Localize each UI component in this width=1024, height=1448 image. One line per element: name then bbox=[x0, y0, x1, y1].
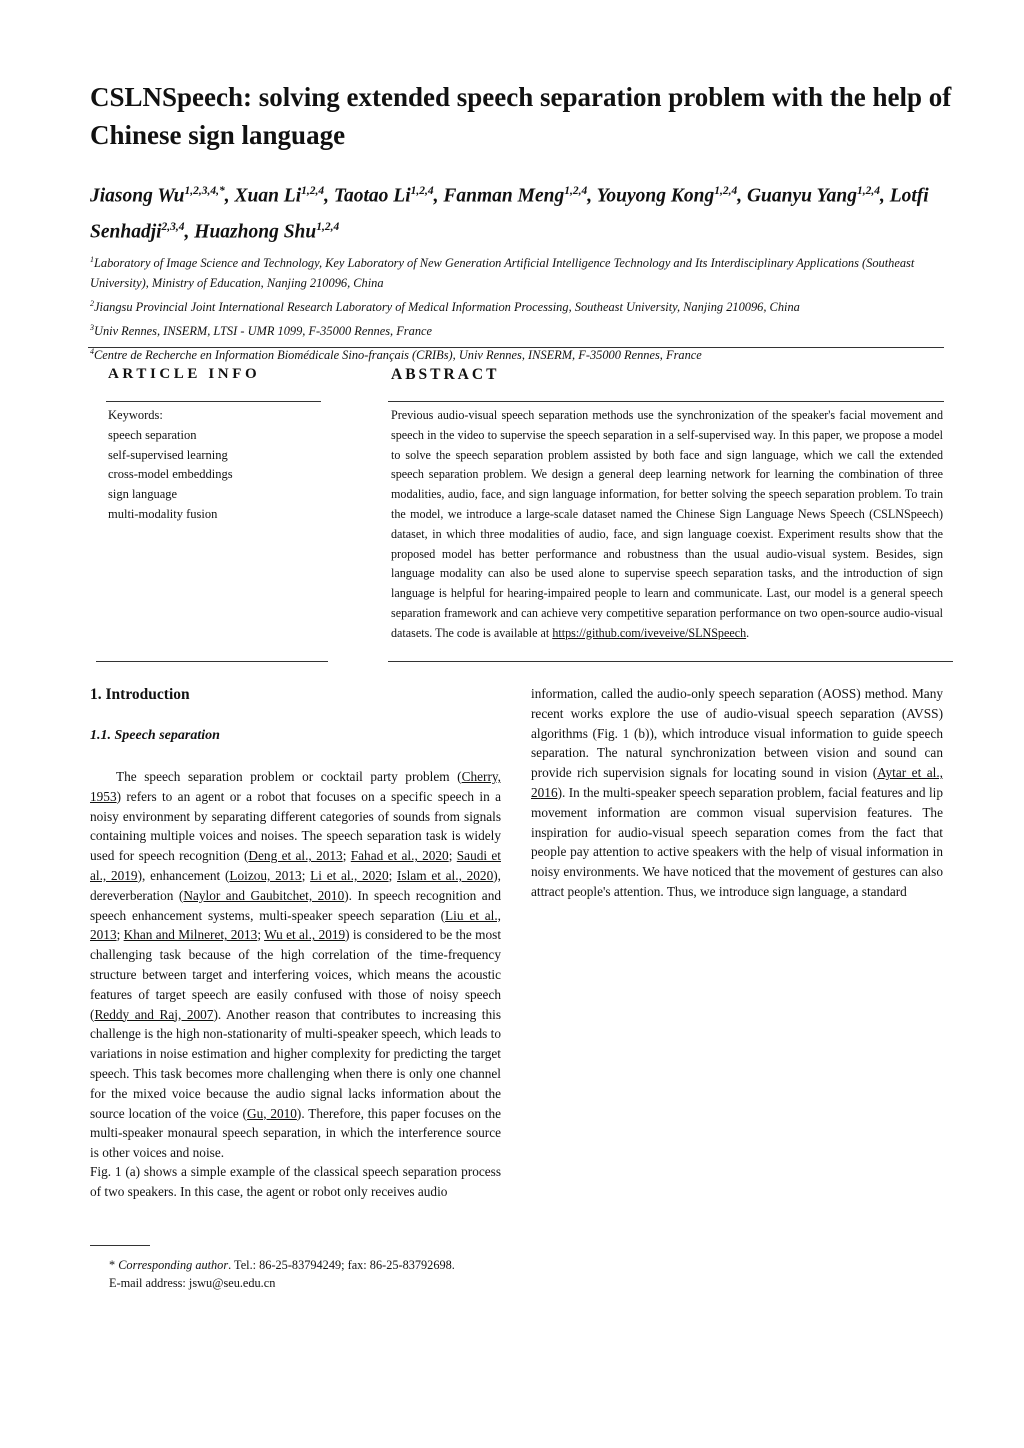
affiliation-number: 3 bbox=[90, 322, 94, 332]
section-heading-introduction: 1. Introduction bbox=[90, 686, 190, 703]
author-affiliation-marks: 1,2,4 bbox=[316, 220, 340, 233]
paper-title: CSLNSpeech: solving extended speech separation problem with the help of Chinese sign language bbox=[90, 82, 952, 150]
affiliation-number: 2 bbox=[90, 298, 94, 308]
author-affiliation-marks: 1,2,4 bbox=[714, 185, 738, 197]
citation-link[interactable]: Li et al., 2020 bbox=[310, 867, 389, 883]
author-list: Jiasong $Wu^{1,2,3,4,*}$, Xuan Li$^{1,2,4}$, Taotao Li$^{1,2,4}$, Fanman Meng$^{1,2,4}$, Youyong Kong$^{1,2,4}$, Guanyu Yang$^{1,2,4}$, Lotfi Senhadji$^{2,3,4}$, Huazhong Shu$^{1,2,4}$ bbox=[90, 185, 929, 242]
author-name: Youyong Kong bbox=[596, 185, 715, 207]
footnote bbox=[109, 1256, 455, 1292]
affiliation bbox=[90, 318, 960, 342]
author-affiliation-marks: 1,2,4 bbox=[410, 185, 434, 197]
citation-link[interactable]: Cherry, 1953 bbox=[90, 769, 501, 804]
article-info-bottom-rule bbox=[96, 661, 328, 662]
header-divider bbox=[88, 347, 944, 348]
abstract-end: . bbox=[746, 625, 750, 640]
abstract-heading: ABSTRACT bbox=[391, 366, 500, 383]
affiliation-text: Jiangsu Provincial Joint International Research Laboratory of Medical Information Processing, Southeast University, Nanjing 210096, China bbox=[94, 299, 800, 314]
keyword-item: self-supervised learning bbox=[108, 447, 228, 462]
citation-link[interactable]: Fahad et al., 2020 bbox=[350, 848, 449, 864]
footnote-email: E-mail address: jswu@seu.edu.cn bbox=[109, 1276, 276, 1290]
author-name: Taotao Li bbox=[333, 185, 411, 207]
article-info-top-rule bbox=[106, 401, 321, 402]
intro-paragraph-3: information, called the audio-only speech separation (AOSS) method. Many recent works explore the use of audio-visual speech separation (AVSS) algorithms (Fig. 1 (b)), which introduce visual information to guide speech separation. The natural synchronization between vision and sound can provide rich supervision signals for locating sound in vision (Aytar et al., 2016). In the multi-speaker speech separation problem, facial features and lip movement information are common visual supervision features. The inspiration for audio-visual speech separation comes from the fact that people pay attention to active speakers with the help of visual information in noisy environments. We have noticed that the movement of gestures can also attract people's attention. Thus, we introduce sign language, a standard bbox=[531, 686, 943, 899]
intro-paragraph-2: Fig. 1 (a) shows a simple example of the classical speech separation process of two speakers. In this case, the agent or robot only receives audio bbox=[90, 1164, 501, 1199]
author-affiliation-marks: 2,3,4 bbox=[161, 220, 185, 233]
citation-link[interactable]: Wu et al., 2019 bbox=[264, 927, 346, 943]
affiliation-list bbox=[90, 250, 960, 365]
citation-link[interactable]: Aytar et al., 2016 bbox=[531, 765, 943, 800]
citation-link[interactable]: Islam et al., 2020 bbox=[397, 867, 494, 883]
footnote-contact: . Tel.: 86-25-83794249; fax: 86-25-83792698. bbox=[228, 1258, 455, 1272]
keyword-item: speech separation bbox=[108, 427, 197, 442]
author-name: Guanyu Yang bbox=[746, 185, 857, 207]
abstract-text bbox=[391, 406, 943, 644]
footnote-divider bbox=[90, 1245, 150, 1246]
affiliation-number: 4 bbox=[90, 346, 94, 356]
abstract-bottom-rule bbox=[388, 661, 953, 662]
article-info-heading: ARTICLE INFO bbox=[108, 366, 261, 382]
citation-link[interactable]: Saudi et al., 2019 bbox=[90, 848, 501, 883]
abstract-body: Previous audio-visual speech separation methods use the synchronization of the speaker's facial movement and speech in the video to supervise the speech separation in a self-supervised way. In this paper, we propose a model to solve the speech separation problem assisted by both face and sign language, which we call the extended speech separation problem. We design a general deep learning network for learning the combination of three modalities, audio, face, and sign language information, for better solving the speech separation problem. To train the model, we introduce a large-scale dataset named the Chinese Sign Language News Speech (CSLNSpeech) dataset, in which three modalities of audio, face, and sign language coexist. Experiment results show that the proposed model has better performance and robustness than the usual audio-visual system. Besides, sign language modality can also be used alone to supervise speech separation tasks, and the introduction of sign language is helpful for hearing-impaired people to learn and communicate. Last, our model is a general speech separation framework and can achieve very competitive separation performance on two open-source audio-visual datasets. The code is available at bbox=[391, 408, 943, 640]
author-name: Xuan Li bbox=[234, 185, 302, 207]
affiliation-text: Laboratory of Image Science and Technology, Key Laboratory of New Generation Artificial Intelligence Technology and Its Interdisciplinary Applications (Southeast University), Ministry of Education, Nanjing 210096, China bbox=[90, 256, 915, 290]
affiliation-text: Univ Rennes, INSERM, LTSI - UMR 1099, F-35000 Rennes, France bbox=[94, 323, 433, 338]
citation-link[interactable]: Reddy and Raj, 2007 bbox=[94, 1006, 214, 1022]
author-name: Lotfi Senhadji bbox=[90, 185, 929, 242]
abstract-top-rule bbox=[388, 401, 944, 402]
subsection-heading-speech-separation: 1.1. Speech separation bbox=[90, 728, 220, 743]
affiliation-number: 1 bbox=[90, 255, 94, 264]
affiliation-text: Centre de Recherche en Information Biomédicale Sino-français (CRIBs), Univ Rennes, INSERM, F-35000 Rennes, France bbox=[94, 347, 702, 362]
keywords-list bbox=[108, 406, 328, 525]
citation-link[interactable]: Khan and Milneret, 2013 bbox=[123, 927, 258, 943]
citation-link[interactable]: Liu et al., 2013 bbox=[90, 907, 501, 943]
author-name: Huazhong Shu bbox=[194, 221, 317, 242]
footnote-corresponding-label: Corresponding author bbox=[118, 1258, 229, 1272]
author-name: Fanman Meng bbox=[443, 185, 565, 207]
keywords-label: Keywords: bbox=[108, 408, 163, 422]
intro-paragraph-1: The speech separation problem or cocktail party problem (Cherry, 1953) refers to an agent or a robot that focuses on a specific speech in a noisy environment by separating different categories of sounds from signals containing multiple voices and noises. The speech separation task is widely used for speech recognition (Deng et al., 2013; Fahad et al., 2020; Saudi et al., 2019), enhancement (Loizou, 2013; Li et al., 2020; Islam et al., 2020), dereverberation (Naylor and Gaubitchet, 2010). In speech recognition and speech enhancement systems, multi-speaker speech separation (Liu et al., 2013; Khan and Milneret, 2013; Wu et al., 2019) is considered to be the most challenging task because of the high correlation of the time-frequency structure between target and interfering voices, which means the acoustic features of target speech are easily confused with those of noisy speech (Reddy and Raj, 2007). Another reason that contributes to increasing this challenge is the high non-stationarity of multi-speaker speech, which leads to variations in noise estimation and higher complexity for predicting the target speech. This task becomes more challenging when there is only one channel for the mixed voice because the audio signal lacks information about the source location of the voice (Gu, 2010). Therefore, this paper focuses on the multi-speaker monaural speech separation, in which the interference source is other voices and noise. bbox=[90, 769, 502, 1161]
keyword-item: multi-modality fusion bbox=[108, 506, 218, 521]
keyword-item: sign language bbox=[108, 487, 178, 502]
code-link[interactable]: https://github.com/iveveive/SLNSpeech bbox=[552, 625, 747, 640]
footnote-star: * bbox=[109, 1258, 119, 1272]
author-affiliation-marks: 1,2,4 bbox=[856, 185, 880, 197]
author-affiliation-marks: 1,2,4 bbox=[301, 185, 325, 197]
author-affiliation-marks: 1,2,4 bbox=[564, 185, 588, 197]
affiliation bbox=[90, 250, 960, 294]
affiliation bbox=[90, 294, 960, 318]
citation-link[interactable]: Deng et al., 2013 bbox=[248, 848, 343, 864]
keyword-item: cross-model embeddings bbox=[108, 467, 233, 482]
author-affiliation-marks: 1,2,3,4,* bbox=[184, 185, 225, 197]
citation-link[interactable]: Gu, 2010 bbox=[246, 1105, 297, 1121]
footnote-corresponding bbox=[109, 1256, 455, 1274]
author-name: Jiasong Wu bbox=[90, 185, 185, 207]
citation-link[interactable]: Naylor and Gaubitchet, 2010 bbox=[183, 887, 345, 903]
citation-link[interactable]: Loizou, 2013 bbox=[229, 867, 302, 883]
affiliation bbox=[90, 342, 960, 366]
